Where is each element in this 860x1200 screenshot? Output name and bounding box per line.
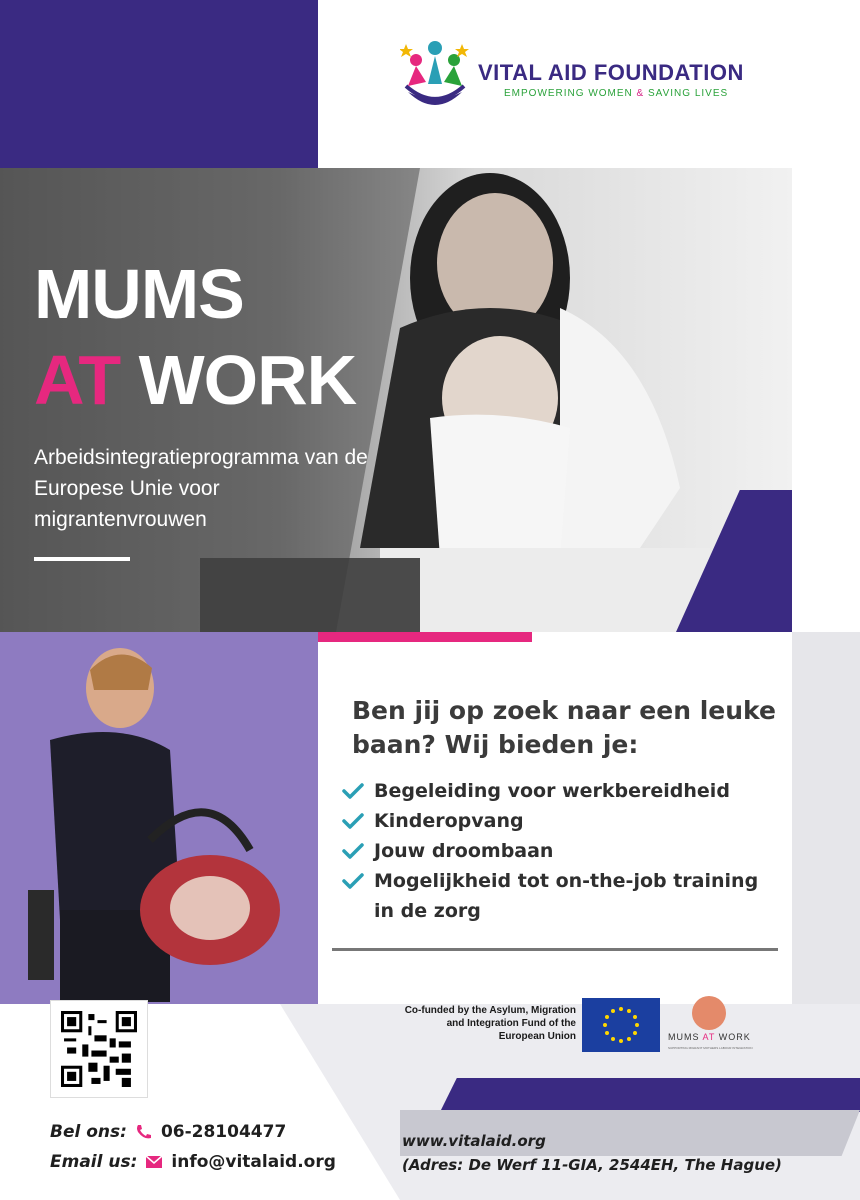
email-label: Email us: (50, 1152, 138, 1172)
phone-icon (135, 1124, 153, 1140)
offer-item (342, 836, 782, 866)
phone-label: Bel ons: (50, 1122, 127, 1142)
phone-number[interactable]: 06-28104477 (160, 1122, 287, 1142)
hero-subtitle: Arbeidsintegratieprogramma van de Europese Unie voor migrantenvrouwen (34, 446, 368, 531)
email-address[interactable]: info@vitalaid.org (171, 1152, 336, 1172)
offer-heading: Ben jij op zoek naar een leuke baan? Wij bieden je: (352, 696, 776, 759)
hero-title-work: WORK (120, 341, 357, 419)
email-contact (50, 1152, 336, 1172)
offer-item-label: Mogelijkheid tot on-the-job training in de zorg (374, 870, 759, 922)
offer-item-label: Jouw droombaan (374, 840, 554, 862)
working-mother-photo (20, 640, 288, 1002)
check-icon (342, 842, 364, 860)
hero-title-at-work (34, 340, 356, 420)
hero-title-at: AT (34, 341, 121, 419)
offer-item (342, 866, 782, 926)
maw-mums: MUMS (668, 1032, 700, 1042)
offer-list (342, 776, 782, 926)
mums-at-work-logo (664, 990, 774, 1054)
mums-at-work-logo-icon (692, 996, 726, 1030)
check-icon (342, 872, 364, 890)
offer-item-label: Begeleiding voor werkbereidheid (374, 780, 730, 802)
maw-at: AT (702, 1032, 716, 1042)
check-icon (342, 782, 364, 800)
top-purple-block (0, 0, 318, 168)
hero-title-mums: MUMS (34, 255, 244, 333)
email-icon (145, 1154, 163, 1170)
address-text: (Adres: De Werf 11-GIA, 2544EH, The Hague) (402, 1156, 782, 1174)
vital-aid-logo (400, 38, 760, 118)
maw-work: WORK (718, 1032, 751, 1042)
qr-code-icon (61, 1011, 137, 1087)
logo-title: VITAL AID FOUNDATION (478, 60, 744, 85)
vital-aid-logo-icon (400, 38, 470, 116)
section-divider (332, 948, 778, 951)
offer-item (342, 776, 782, 806)
eu-flag-icon (582, 998, 660, 1052)
hero-underline (34, 557, 130, 561)
tagline-amp: & (632, 88, 649, 99)
mums-at-work-logo-sub: SUPPORTING MIGRANT MOTHERS LABOUR INTEGRATION (668, 1046, 753, 1050)
website-link[interactable]: www.vitalaid.org (402, 1132, 546, 1150)
check-icon (342, 812, 364, 830)
bottom-purple-bar (440, 1078, 860, 1112)
tagline-part-a: EMPOWERING WOMEN (504, 88, 633, 99)
phone-contact (50, 1122, 286, 1142)
mums-at-work-logo-text (668, 1032, 772, 1042)
qr-code[interactable] (50, 1000, 148, 1098)
funding-statement: Co-funded by the Asylum, Migration and Integration Fund of the European Union (404, 1005, 576, 1042)
logo-tagline (504, 88, 728, 99)
tagline-part-b: SAVING LIVES (648, 88, 729, 99)
offer-item (342, 806, 782, 836)
offer-item-label: Kinderopvang (374, 810, 524, 832)
pink-accent-bar (318, 632, 532, 642)
